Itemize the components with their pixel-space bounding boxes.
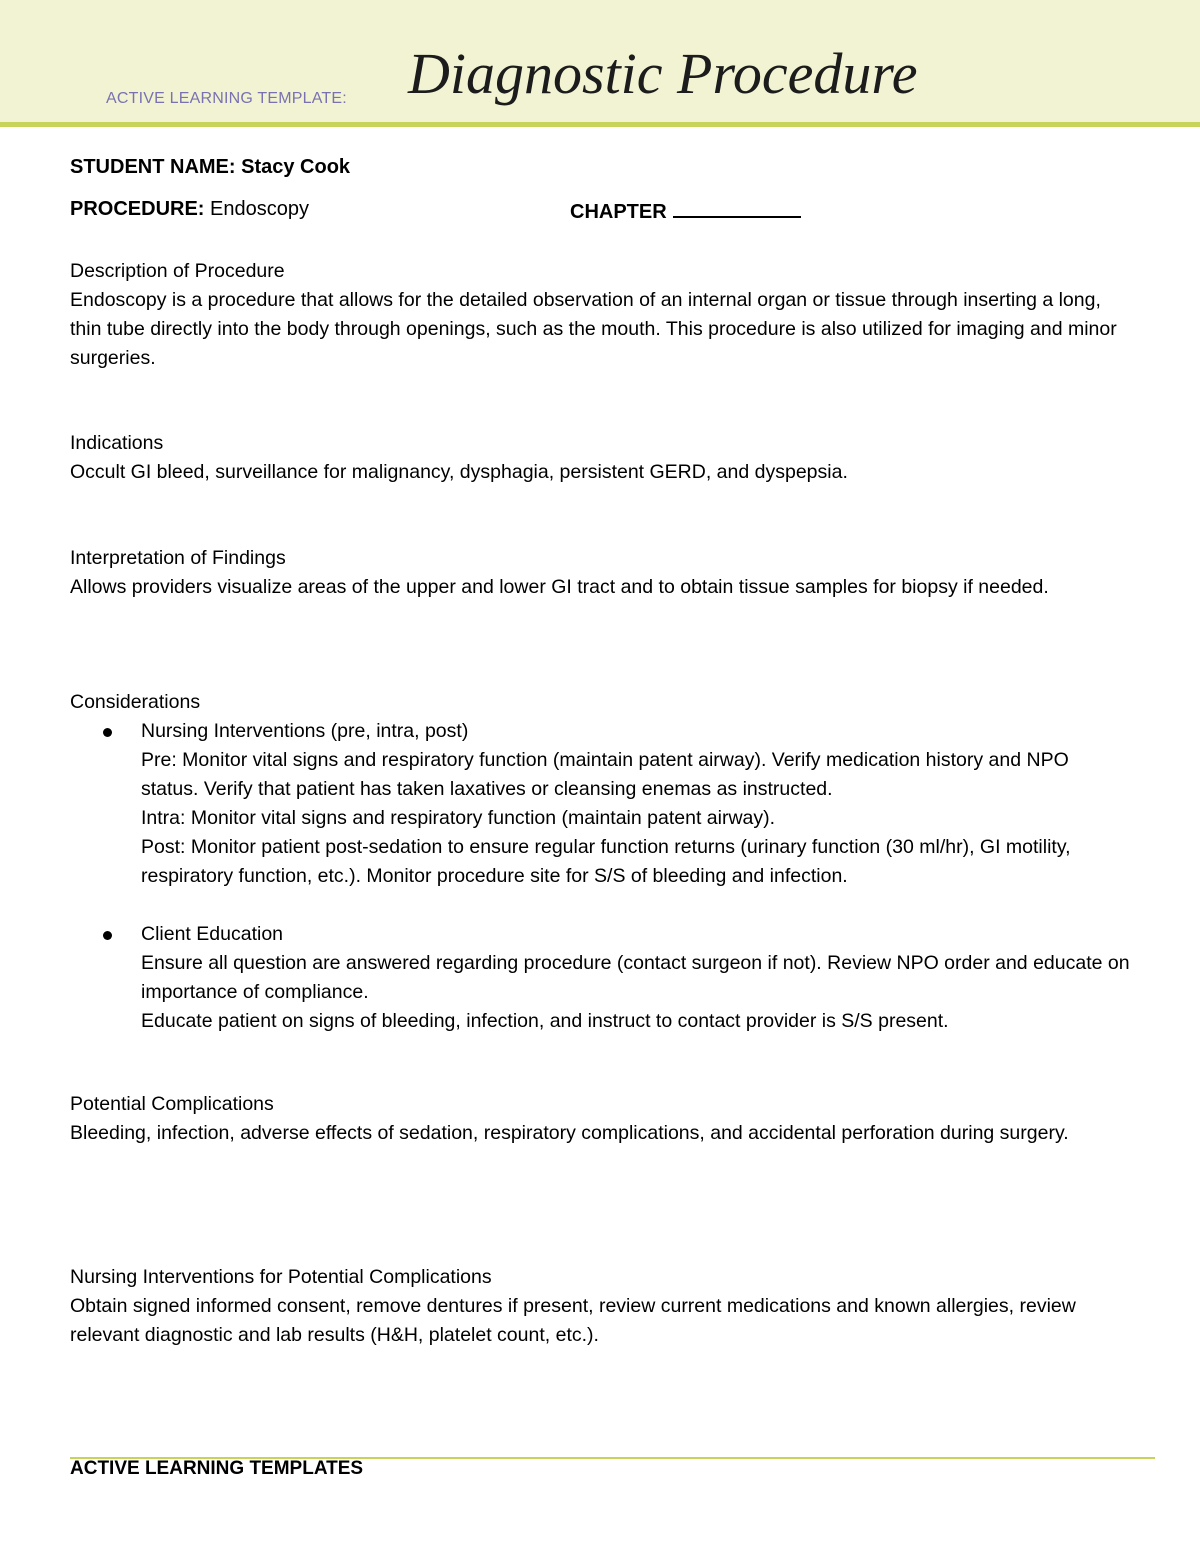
list-item <box>70 920 1130 1036</box>
footer-label: ACTIVE LEARNING TEMPLATES <box>70 1458 364 1479</box>
student-name-field <box>70 156 350 179</box>
interpretation-heading: Interpretation of Findings <box>70 547 286 569</box>
client-education-line1: Ensure all question are answered regarding procedure (contact surgeon if not). Review NPO order and educate on importance of compliance. <box>141 952 1130 1003</box>
interpretation-section <box>70 544 1130 602</box>
nursing-interventions-title: Nursing Interventions (pre, intra, post) <box>141 720 469 742</box>
procedure-label: PROCEDURE: <box>70 198 205 220</box>
chapter-blank <box>673 198 801 218</box>
description-heading: Description of Procedure <box>70 260 285 282</box>
procedure-value: Endoscopy <box>210 198 309 220</box>
complications-heading: Potential Complications <box>70 1093 274 1115</box>
interpretation-text: Allows providers visualize areas of the upper and lower GI tract and to obtain tissue samples for biopsy if needed. <box>70 576 1049 598</box>
bullet-icon <box>103 931 112 940</box>
nursing-post-text: Post: Monitor patient post-sedation to ensure regular function returns (urinary function (30 ml/hr), GI motility, respiratory function, etc.). Monitor procedure site for S/S of bleeding and infection. <box>141 836 1071 887</box>
description-text: Endoscopy is a procedure that allows for the detailed observation of an internal organ or tissue through inserting a long, thin tube directly into the body through openings, such as the mouth. This procedure is also utilized for imaging and minor surgeries. <box>70 289 1117 369</box>
procedure-field <box>70 198 309 221</box>
student-name-value: Stacy Cook <box>241 156 351 178</box>
complications-section <box>70 1090 1130 1148</box>
nursing-pre-text: Pre: Monitor vital signs and respiratory function (maintain patent airway). Verify medication history and NPO status. Verify that patient has taken laxatives or cleansing enemas as instructed. <box>141 749 1069 800</box>
complications-text: Bleeding, infection, adverse effects of sedation, respiratory complications, and accidental perforation during surgery. <box>70 1122 1069 1144</box>
document-title: Diagnostic Procedure <box>408 41 918 106</box>
considerations-section <box>70 688 1130 717</box>
client-education-title: Client Education <box>141 923 284 945</box>
client-education-line2: Educate patient on signs of bleeding, infection, and instruct to contact provider is S/S present. <box>141 1010 949 1032</box>
considerations-list <box>70 717 1130 1065</box>
list-item <box>70 717 1130 891</box>
chapter-label: CHAPTER <box>570 201 667 223</box>
chapter-field <box>570 198 801 224</box>
student-name-label: STUDENT NAME: <box>70 156 236 178</box>
template-label: ACTIVE LEARNING TEMPLATE: <box>106 90 347 107</box>
bullet-icon <box>103 728 112 737</box>
header-divider <box>0 122 1200 127</box>
indications-section <box>70 429 1130 487</box>
indications-text: Occult GI bleed, surveillance for malignancy, dysphagia, persistent GERD, and dyspepsia. <box>70 461 848 483</box>
complication-interventions-section <box>70 1263 1130 1350</box>
description-section <box>70 257 1130 373</box>
indications-heading: Indications <box>70 432 164 454</box>
complication-interventions-text: Obtain signed informed consent, remove dentures if present, review current medications and known allergies, review relevant diagnostic and lab results (H&H, platelet count, etc.). <box>70 1295 1076 1346</box>
nursing-intra-text: Intra: Monitor vital signs and respiratory function (maintain patent airway). <box>141 807 776 829</box>
complication-interventions-heading: Nursing Interventions for Potential Complications <box>70 1266 492 1288</box>
considerations-heading: Considerations <box>70 691 201 713</box>
